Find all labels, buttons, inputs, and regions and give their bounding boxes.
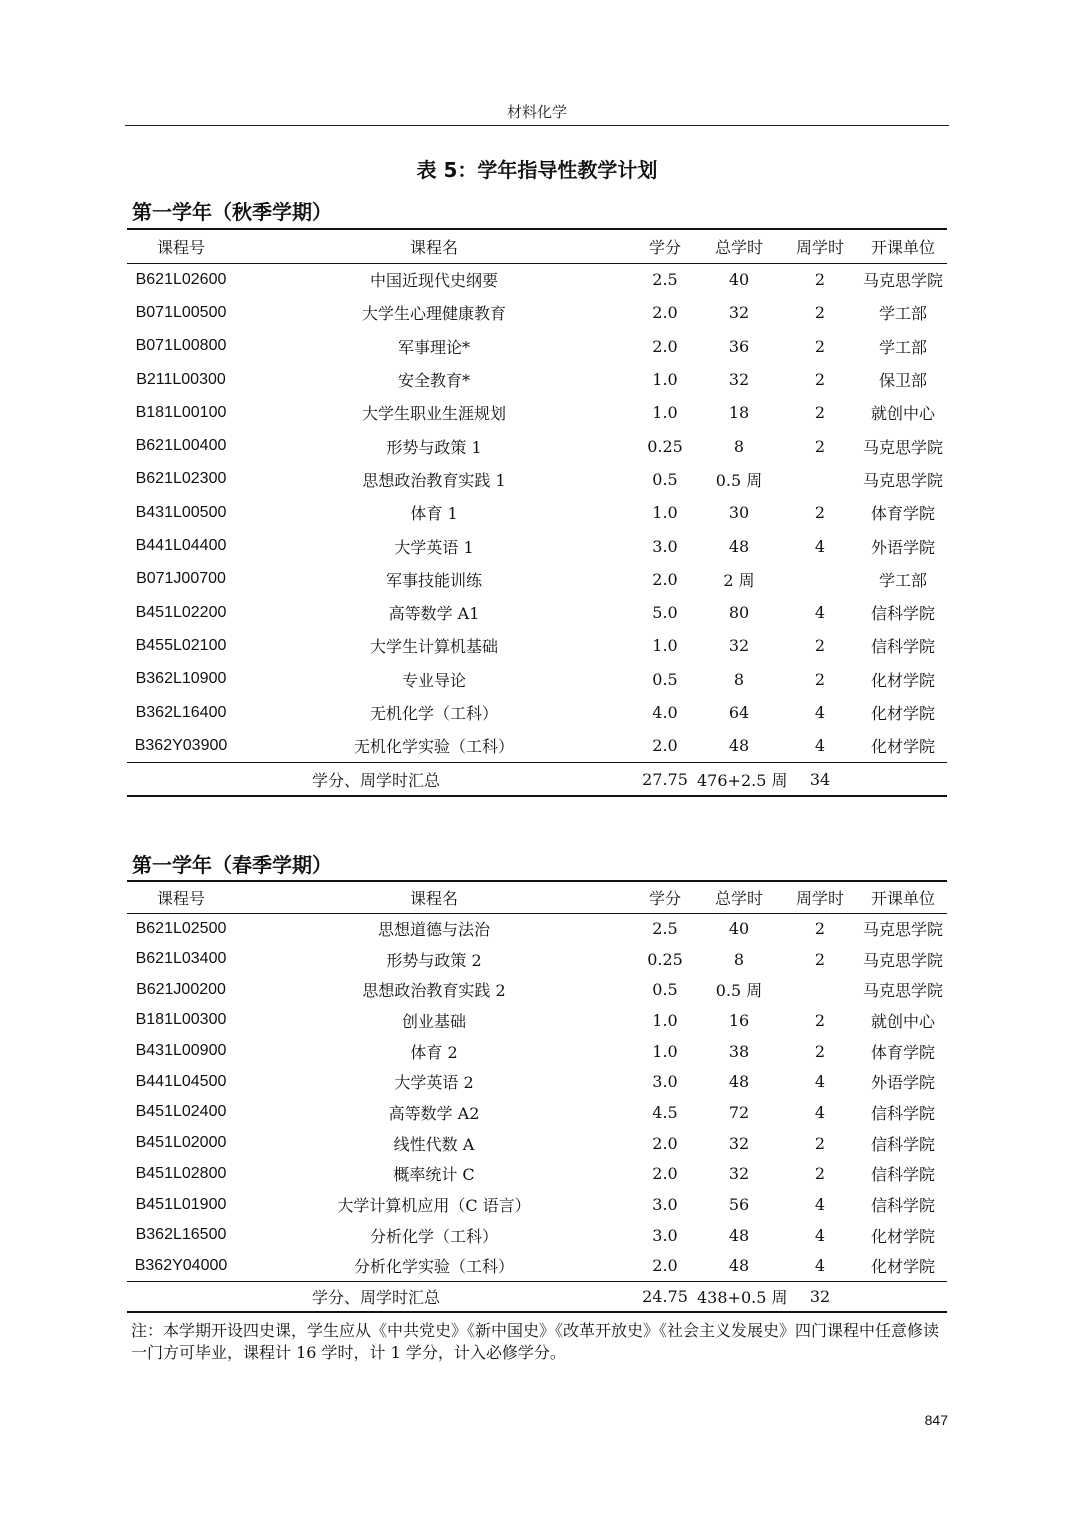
course-credits: 3.0 xyxy=(652,1225,678,1245)
table-note: 注：本学期开设四史课，学生应从《中共党史》《新中国史》《改革开放史》《社会主义发展史》四门课程中任意修读一门方可毕业，课程计 16 学时，计 1 学分，计入必修学分。 xyxy=(131,1321,940,1362)
course-code: B621L02600 xyxy=(135,270,227,288)
course-credits: 3.0 xyxy=(652,1072,678,1092)
course-unit: 马克思学院 xyxy=(862,920,943,940)
course-weekly-hours: 4 xyxy=(814,536,826,556)
course-name: 大学生职业生涯规划 xyxy=(361,404,506,424)
table-row xyxy=(127,1189,947,1220)
course-name: 高等数学 A1 xyxy=(388,604,480,624)
course-hours: 48 xyxy=(728,1072,750,1092)
course-code: B441L04500 xyxy=(135,1072,227,1090)
table-row xyxy=(127,396,947,429)
course-credits: 0.25 xyxy=(647,949,683,969)
course-credits: 1.0 xyxy=(652,403,678,423)
summary-credits: 27.75 xyxy=(642,769,688,789)
course-code: B621L00400 xyxy=(135,437,227,455)
course-hours: 80 xyxy=(728,603,750,623)
course-hours: 18 xyxy=(728,403,750,423)
course-name: 分析化学（工科） xyxy=(369,1226,498,1246)
spring-rows xyxy=(127,913,947,1281)
course-hours: 16 xyxy=(728,1010,750,1030)
course-unit: 就创中心 xyxy=(870,404,935,424)
course-unit: 信科学院 xyxy=(870,1165,935,1185)
course-code: B181L00100 xyxy=(135,403,227,421)
course-credits: 2.5 xyxy=(652,919,678,939)
course-name: 思想道德与法治 xyxy=(377,920,490,940)
summary-label: 学分、周学时汇总 xyxy=(312,770,441,790)
header-rule xyxy=(125,125,949,126)
course-weekly-hours: 2 xyxy=(814,1041,826,1061)
course-weekly-hours: 2 xyxy=(814,669,826,689)
table-row xyxy=(127,974,947,1005)
spring-plan-table xyxy=(127,880,947,1313)
summary-hours: 476+2.5 周 xyxy=(697,770,788,790)
course-credits: 1.0 xyxy=(652,370,678,390)
summary-label: 学分、周学时汇总 xyxy=(312,1288,441,1307)
table-row xyxy=(127,330,947,363)
course-code: B181L00300 xyxy=(135,1011,227,1029)
table-row xyxy=(127,1128,947,1159)
course-name: 形势与政策 1 xyxy=(386,437,482,457)
course-code: B362L16500 xyxy=(135,1226,227,1244)
table-row xyxy=(127,1066,947,1097)
course-name: 创业基础 xyxy=(401,1011,466,1031)
course-credits: 2.0 xyxy=(652,1256,678,1276)
course-weekly-hours xyxy=(781,463,859,496)
course-credits: 2.5 xyxy=(652,270,678,290)
course-unit: 信科学院 xyxy=(870,1196,935,1216)
course-weekly-hours: 2 xyxy=(814,1133,826,1153)
course-weekly-hours: 4 xyxy=(814,1102,826,1122)
table-row xyxy=(127,296,947,329)
course-credits: 2.0 xyxy=(652,1164,678,1184)
table-row xyxy=(127,496,947,529)
course-credits: 2.0 xyxy=(652,336,678,356)
course-hours: 32 xyxy=(728,1164,750,1184)
course-name: 大学计算机应用（C 语言） xyxy=(337,1196,531,1216)
course-hours: 2 周 xyxy=(723,570,755,590)
column-header-credits: 学分 xyxy=(648,888,681,908)
course-hours: 32 xyxy=(728,636,750,656)
course-hours: 8 xyxy=(733,436,745,456)
course-unit: 化材学院 xyxy=(870,1257,935,1277)
table-row xyxy=(127,1220,947,1251)
table-title: 表 5：学年指导性教学计划 xyxy=(416,158,658,182)
course-unit: 信科学院 xyxy=(870,1103,935,1123)
course-name: 大学英语 2 xyxy=(394,1073,474,1093)
course-hours: 40 xyxy=(728,270,750,290)
course-hours: 8 xyxy=(733,949,745,969)
course-name: 思想政治教育实践 2 xyxy=(362,981,506,1001)
course-weekly-hours: 2 xyxy=(814,503,826,523)
course-credits: 1.0 xyxy=(652,636,678,656)
course-weekly-hours: 2 xyxy=(814,370,826,390)
course-unit: 体育学院 xyxy=(870,504,935,524)
column-header-weekly: 周学时 xyxy=(795,237,844,257)
course-hours: 40 xyxy=(728,919,750,939)
course-credits: 2.0 xyxy=(652,1133,678,1153)
course-hours: 36 xyxy=(728,336,750,356)
course-name: 军事技能训练 xyxy=(385,570,482,590)
course-unit: 就创中心 xyxy=(870,1011,935,1031)
column-header-unit: 开课单位 xyxy=(870,888,935,908)
course-unit: 外语学院 xyxy=(870,1073,935,1093)
table-row xyxy=(127,629,947,662)
column-header-unit: 开课单位 xyxy=(870,237,935,257)
course-weekly-hours: 4 xyxy=(814,1072,826,1092)
course-credits: 1.0 xyxy=(652,1010,678,1030)
table-header-row xyxy=(127,229,947,263)
course-name: 专业导论 xyxy=(401,670,466,690)
course-name: 军事理论* xyxy=(397,337,470,357)
course-credits: 1.0 xyxy=(652,503,678,523)
table-row xyxy=(127,1097,947,1128)
course-name: 无机化学实验（工科） xyxy=(353,737,514,757)
course-hours: 48 xyxy=(728,1256,750,1276)
autumn-rows xyxy=(127,263,947,762)
table-row xyxy=(127,913,947,944)
course-credits: 0.5 xyxy=(652,469,678,489)
course-hours: 32 xyxy=(728,1133,750,1153)
course-name: 无机化学（工科） xyxy=(369,704,498,723)
course-hours: 0.5 周 xyxy=(715,470,763,490)
table-row xyxy=(127,563,947,596)
course-weekly-hours: 4 xyxy=(814,1195,826,1215)
course-weekly-hours xyxy=(781,974,859,1005)
course-code: B451L01900 xyxy=(135,1195,227,1213)
course-code: B071L00500 xyxy=(135,303,227,321)
column-header-code: 课程号 xyxy=(156,888,205,908)
course-weekly-hours: 2 xyxy=(814,949,826,969)
course-code: B621L02300 xyxy=(135,470,227,488)
autumn-plan-table xyxy=(127,228,947,797)
table-row xyxy=(127,1159,947,1190)
course-code: B621J00200 xyxy=(136,980,226,998)
course-unit: 马克思学院 xyxy=(862,981,943,1001)
column-header-hours: 总学时 xyxy=(714,237,763,257)
course-code: B362L10900 xyxy=(135,670,227,688)
course-hours: 72 xyxy=(728,1102,750,1122)
course-code: B431L00900 xyxy=(135,1042,227,1060)
course-weekly-hours: 2 xyxy=(814,403,826,423)
course-weekly-hours: 2 xyxy=(814,303,826,323)
course-unit: 外语学院 xyxy=(870,537,935,557)
course-hours: 48 xyxy=(728,1225,750,1245)
course-credits: 0.25 xyxy=(647,436,683,456)
column-header-name: 课程名 xyxy=(409,237,458,257)
course-weekly-hours: 4 xyxy=(814,736,826,756)
course-name: 形势与政策 2 xyxy=(386,950,482,970)
column-header-hours: 总学时 xyxy=(714,888,763,908)
column-header-credits: 学分 xyxy=(648,237,681,257)
course-code: B071L00800 xyxy=(135,337,227,355)
course-unit: 化材学院 xyxy=(870,1226,935,1246)
course-weekly-hours: 2 xyxy=(814,270,826,290)
table-header-row xyxy=(127,881,947,913)
running-head: 材料化学 xyxy=(506,103,567,121)
course-name: 安全教育* xyxy=(397,371,470,391)
course-weekly-hours xyxy=(781,563,859,596)
course-hours: 32 xyxy=(728,303,750,323)
course-code: B451L02000 xyxy=(135,1134,227,1152)
course-name: 体育 2 xyxy=(410,1042,458,1062)
course-credits: 0.5 xyxy=(652,980,678,1000)
course-unit: 马克思学院 xyxy=(862,437,943,457)
course-weekly-hours: 2 xyxy=(814,636,826,656)
course-code: B441L04400 xyxy=(135,537,227,555)
course-hours: 48 xyxy=(728,736,750,756)
course-unit: 信科学院 xyxy=(870,604,935,624)
course-name: 中国近现代史纲要 xyxy=(369,271,498,291)
table-row xyxy=(127,663,947,696)
course-name: 高等数学 A2 xyxy=(388,1103,480,1123)
section-title-autumn: 第一学年（秋季学期） xyxy=(132,200,332,224)
table-row xyxy=(127,363,947,396)
course-code: B455L02100 xyxy=(135,636,227,654)
course-code: B071J00700 xyxy=(136,570,226,588)
summary-credits: 24.75 xyxy=(642,1287,688,1306)
course-unit: 马克思学院 xyxy=(862,271,943,291)
course-code: B451L02400 xyxy=(135,1103,227,1121)
table-row xyxy=(127,1251,947,1282)
course-unit: 化材学院 xyxy=(870,704,935,723)
course-hours: 48 xyxy=(728,536,750,556)
course-code: B362Y03900 xyxy=(134,736,228,754)
course-credits: 1.0 xyxy=(652,1041,678,1061)
course-credits: 3.0 xyxy=(652,536,678,556)
course-weekly-hours: 2 xyxy=(814,436,826,456)
summary-weekly: 32 xyxy=(809,1287,831,1306)
table-row xyxy=(127,529,947,562)
course-unit: 化材学院 xyxy=(870,670,935,690)
course-weekly-hours: 4 xyxy=(814,703,826,722)
summary-weekly: 34 xyxy=(809,769,831,789)
course-code: B431L00500 xyxy=(135,503,227,521)
course-code: B621L02500 xyxy=(135,919,227,937)
table-row xyxy=(127,263,947,296)
table-row xyxy=(127,463,947,496)
course-credits: 0.5 xyxy=(652,669,678,689)
course-code: B362L16400 xyxy=(135,703,227,721)
course-credits: 5.0 xyxy=(652,603,678,623)
summary-row xyxy=(127,1281,947,1312)
table-row xyxy=(127,1005,947,1036)
course-hours: 64 xyxy=(728,703,750,722)
course-credits: 2.0 xyxy=(652,736,678,756)
table-row xyxy=(127,944,947,975)
course-name: 思想政治教育实践 1 xyxy=(362,470,506,490)
page-number: 847 xyxy=(924,1412,948,1428)
summary-unit xyxy=(859,1281,947,1312)
course-unit: 马克思学院 xyxy=(862,950,943,970)
course-code: B362Y04000 xyxy=(134,1256,228,1274)
table-row xyxy=(127,429,947,462)
course-weekly-hours: 2 xyxy=(814,919,826,939)
course-credits: 3.0 xyxy=(652,1195,678,1215)
course-weekly-hours: 4 xyxy=(814,1225,826,1245)
table-row xyxy=(127,596,947,629)
course-weekly-hours: 2 xyxy=(814,336,826,356)
course-code: B451L02800 xyxy=(135,1164,227,1182)
column-header-name: 课程名 xyxy=(409,888,458,908)
course-hours: 0.5 周 xyxy=(715,981,763,1001)
course-code: B621L03400 xyxy=(135,950,227,968)
course-hours: 32 xyxy=(728,370,750,390)
summary-hours: 438+0.5 周 xyxy=(697,1288,788,1307)
course-unit: 学工部 xyxy=(878,337,927,357)
column-header-code: 课程号 xyxy=(156,237,205,257)
course-name: 大学生计算机基础 xyxy=(369,637,498,657)
course-weekly-hours: 2 xyxy=(814,1164,826,1184)
summary-unit xyxy=(859,762,947,796)
section-title-spring: 第一学年（春季学期） xyxy=(132,853,332,877)
course-code: B211L00300 xyxy=(136,370,226,388)
course-weekly-hours: 4 xyxy=(814,1256,826,1276)
course-credits: 4.0 xyxy=(652,703,678,722)
course-name: 概率统计 C xyxy=(393,1165,475,1185)
course-unit: 信科学院 xyxy=(870,637,935,657)
course-weekly-hours: 2 xyxy=(814,1010,826,1030)
course-unit: 学工部 xyxy=(878,304,927,324)
course-hours: 30 xyxy=(728,503,750,523)
course-unit: 保卫部 xyxy=(878,371,927,391)
table-row xyxy=(127,696,947,729)
course-name: 分析化学实验（工科） xyxy=(353,1257,514,1277)
course-hours: 8 xyxy=(733,669,745,689)
course-unit: 信科学院 xyxy=(870,1134,935,1154)
course-hours: 38 xyxy=(728,1041,750,1061)
course-name: 体育 1 xyxy=(410,504,458,524)
course-code: B451L02200 xyxy=(135,603,227,621)
summary-row xyxy=(127,762,947,796)
course-hours: 56 xyxy=(728,1195,750,1215)
course-name: 大学生心理健康教育 xyxy=(361,304,506,324)
table-row xyxy=(127,729,947,762)
course-credits: 4.5 xyxy=(652,1102,678,1122)
course-credits: 2.0 xyxy=(652,303,678,323)
table-row xyxy=(127,1036,947,1067)
course-weekly-hours: 4 xyxy=(814,603,826,623)
course-unit: 马克思学院 xyxy=(862,470,943,490)
course-unit: 学工部 xyxy=(878,570,927,590)
course-credits: 2.0 xyxy=(652,569,678,589)
course-unit: 化材学院 xyxy=(870,737,935,757)
course-unit: 体育学院 xyxy=(870,1042,935,1062)
course-name: 大学英语 1 xyxy=(394,537,474,557)
column-header-weekly: 周学时 xyxy=(795,888,844,908)
course-name: 线性代数 A xyxy=(393,1134,475,1154)
